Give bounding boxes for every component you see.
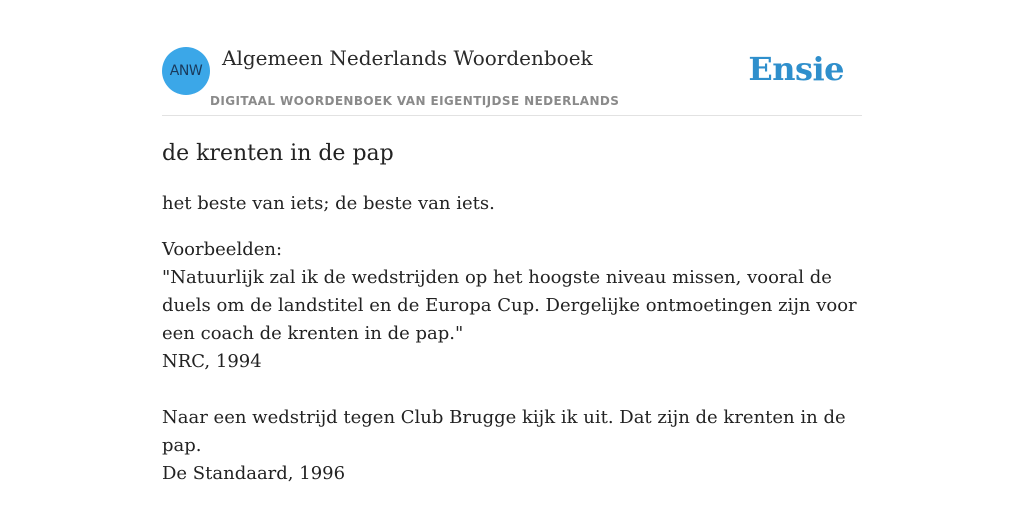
logo-text: ANW <box>169 63 203 79</box>
dictionary-subtitle: DIGITAAL WOORDENBOEK VAN EIGENTIJDSE NEDERLANDS <box>210 94 620 108</box>
example-quote: Naar een wedstrijd tegen Club Brugge kijk ik uit. Dat zijn de krenten in de pap. <box>162 407 846 456</box>
example-source: De Standaard, 1996 <box>162 463 346 484</box>
ensie-brand-link[interactable]: Ensie <box>748 50 844 88</box>
entry-content <box>162 138 862 488</box>
dictionary-title-link[interactable]: Algemeen Nederlands Woordenboek <box>222 46 593 70</box>
examples-label: Voorbeelden: <box>162 239 283 260</box>
anw-logo[interactable] <box>162 47 210 95</box>
examples-section <box>162 236 862 488</box>
example-quote: "Natuurlijk zal ik de wedstrijden op het hoogste niveau missen, vooral de duels om de landstitel en de Europa Cup. Dergelijke ontmoetingen zijn voor een coach de krenten in de pap." <box>162 267 857 344</box>
example-separator <box>162 376 862 404</box>
example-source: NRC, 1994 <box>162 351 262 372</box>
example-item <box>162 404 862 488</box>
page-title: de krenten in de pap <box>162 141 394 166</box>
definition-text: het beste van iets; de beste van iets. <box>162 193 495 214</box>
site-header <box>162 40 862 116</box>
example-item <box>162 264 862 376</box>
